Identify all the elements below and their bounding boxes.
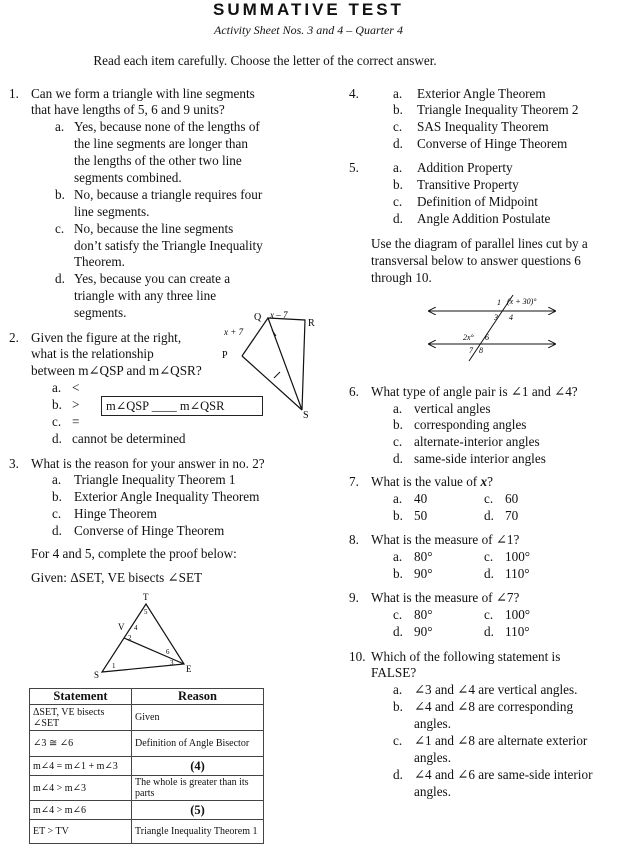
reason-blank-4: (4) bbox=[132, 757, 264, 776]
option-text[interactable]: Hinge Theorem bbox=[74, 506, 157, 521]
question-number: 9. bbox=[349, 590, 359, 605]
angle-label-3: 3 bbox=[494, 313, 498, 322]
question-text-line: Can we form a triangle with line segments bbox=[31, 86, 255, 101]
question-number: 6. bbox=[349, 384, 359, 399]
option-letter[interactable]: d. bbox=[484, 624, 494, 639]
option-text[interactable]: 100° bbox=[505, 607, 531, 622]
vertex-label-p: P bbox=[222, 350, 228, 361]
option-text[interactable]: corresponding angles bbox=[414, 417, 527, 432]
option-line[interactable]: angles. bbox=[414, 784, 451, 799]
option-letter[interactable]: d. bbox=[393, 767, 403, 782]
option-letter[interactable]: c. bbox=[55, 221, 65, 236]
option-text[interactable]: Angle Addition Postulate bbox=[417, 211, 551, 226]
option-line[interactable]: don’t satisfy the Triangle Inequality bbox=[74, 238, 263, 253]
comparison-box: m∠QSP ____ m∠QSR bbox=[101, 396, 263, 416]
option-text[interactable]: Transitive Property bbox=[417, 177, 519, 192]
question-number: 7. bbox=[349, 474, 359, 489]
question-text-line: that have lengths of 5, 6 and 9 units? bbox=[31, 102, 225, 117]
option-letter[interactable]: d. bbox=[393, 451, 403, 466]
question-number: 5. bbox=[349, 160, 359, 175]
triangle-figure-set bbox=[88, 588, 208, 680]
option-text[interactable]: < bbox=[72, 380, 80, 395]
angle-label-1: 1 bbox=[112, 662, 116, 670]
option-letter[interactable]: a. bbox=[393, 682, 403, 697]
option-text[interactable]: cannot be determined bbox=[72, 431, 186, 446]
instruction-line: transversal below to answer questions 6 bbox=[371, 253, 581, 268]
option-letter[interactable]: c. bbox=[393, 733, 403, 748]
option-text[interactable]: > bbox=[72, 397, 80, 412]
option-line[interactable]: ∠4 and ∠6 are same-side interior bbox=[414, 767, 593, 782]
option-letter[interactable]: a. bbox=[393, 491, 403, 506]
option-text[interactable]: same-side interior angles bbox=[414, 451, 546, 466]
question-number: 2. bbox=[9, 330, 19, 345]
option-letter[interactable]: d. bbox=[52, 431, 62, 446]
option-letter[interactable]: b. bbox=[393, 566, 403, 581]
option-letter[interactable]: c. bbox=[52, 414, 62, 429]
vertex-label-r: R bbox=[308, 318, 315, 329]
reason-cell: Triangle Inequality Theorem 1 bbox=[132, 820, 264, 844]
reason-cell: Given bbox=[132, 705, 264, 731]
table-row bbox=[30, 757, 264, 776]
option-text[interactable]: 70 bbox=[505, 508, 519, 523]
option-letter[interactable]: b. bbox=[393, 102, 403, 117]
question-number: 3. bbox=[9, 456, 19, 471]
column-header: Statement bbox=[30, 689, 132, 705]
reason-blank-5: (5) bbox=[132, 801, 264, 820]
option-line[interactable]: Yes, because you can create a bbox=[74, 271, 231, 286]
angle-label-2x: 2x° bbox=[463, 333, 474, 342]
option-letter[interactable]: d. bbox=[393, 624, 403, 639]
table-row bbox=[30, 820, 264, 844]
question-number: 10. bbox=[349, 649, 366, 664]
test-title: SUMMATIVE TEST bbox=[213, 0, 404, 19]
option-letter[interactable]: b. bbox=[393, 417, 403, 432]
question-text: What is the reason for your answer in no. 2? bbox=[31, 456, 265, 471]
angle-label-4: 4 bbox=[134, 624, 138, 632]
angle-label-3: 3 bbox=[170, 659, 174, 667]
triangle-figure-qrs bbox=[200, 308, 335, 423]
question-text: What is the measure of ∠7? bbox=[371, 590, 520, 605]
question-number: 4. bbox=[349, 86, 359, 101]
option-letter[interactable]: c. bbox=[393, 119, 403, 134]
instruction-line: Use the diagram of parallel lines cut by a bbox=[371, 236, 588, 251]
statement-cell: m∠4 > m∠6 bbox=[30, 801, 132, 820]
option-line[interactable]: segments combined. bbox=[74, 170, 182, 185]
option-letter[interactable]: d. bbox=[393, 136, 403, 151]
statement-cell: m∠4 = m∠1 + m∠3 bbox=[30, 757, 132, 776]
option-text[interactable]: 90° bbox=[414, 624, 433, 639]
option-text[interactable]: 110° bbox=[505, 566, 530, 581]
proof-intro: For 4 and 5, complete the proof below: bbox=[31, 546, 237, 561]
option-letter[interactable]: a. bbox=[393, 86, 403, 101]
option-letter[interactable]: d. bbox=[55, 271, 65, 286]
table-row bbox=[30, 705, 264, 731]
option-line[interactable]: ∠3 and ∠4 are vertical angles. bbox=[414, 682, 578, 697]
question-text: What type of angle pair is ∠1 and ∠4? bbox=[371, 384, 578, 399]
option-letter[interactable]: b. bbox=[393, 508, 403, 523]
side-label-top: x – 7 bbox=[270, 310, 288, 320]
question-number: 8. bbox=[349, 532, 359, 547]
option-line[interactable]: angles. bbox=[414, 716, 451, 731]
option-text[interactable]: Definition of Midpoint bbox=[417, 194, 538, 209]
option-text[interactable]: = bbox=[72, 414, 80, 429]
option-letter[interactable]: b. bbox=[393, 699, 403, 714]
option-line[interactable]: No, because a triangle requires four bbox=[74, 187, 263, 202]
option-letter[interactable]: a. bbox=[52, 472, 62, 487]
option-line[interactable]: No, because the line segments bbox=[74, 221, 234, 236]
instruction-line: through 10. bbox=[371, 270, 432, 285]
option-letter[interactable]: b. bbox=[55, 187, 65, 202]
option-text[interactable]: Exterior Angle Theorem bbox=[417, 86, 546, 101]
question-text-line: FALSE? bbox=[371, 665, 417, 680]
question-text: What is the value of x? bbox=[371, 474, 493, 489]
option-text[interactable]: Converse of Hinge Theorem bbox=[74, 523, 225, 538]
option-line[interactable]: line segments. bbox=[74, 204, 150, 219]
option-text[interactable]: 40 bbox=[414, 491, 428, 506]
option-text[interactable]: Triangle Inequality Theorem 2 bbox=[417, 102, 579, 117]
parallel-lines-figure bbox=[425, 293, 560, 363]
option-line[interactable]: triangle with any three line bbox=[74, 288, 217, 303]
option-line[interactable]: Yes, because none of the lengths of bbox=[74, 119, 260, 134]
option-text[interactable]: 80° bbox=[414, 549, 433, 564]
vertex-label-e: E bbox=[186, 664, 192, 674]
option-letter[interactable]: b. bbox=[52, 489, 62, 504]
vertex-label-s: S bbox=[94, 670, 100, 680]
option-letter[interactable]: b. bbox=[393, 177, 403, 192]
option-line[interactable]: angles. bbox=[414, 750, 451, 765]
angle-label-8: 8 bbox=[479, 346, 483, 355]
option-text[interactable]: 60 bbox=[505, 491, 519, 506]
option-line[interactable]: the line segments are longer than bbox=[74, 136, 248, 151]
option-letter[interactable]: d. bbox=[52, 523, 62, 538]
side-label-left: x + 7 bbox=[224, 327, 244, 337]
option-letter[interactable]: c. bbox=[393, 194, 403, 209]
option-letter[interactable]: d. bbox=[484, 566, 494, 581]
option-letter[interactable]: a. bbox=[393, 401, 403, 416]
option-letter[interactable]: b. bbox=[52, 397, 62, 412]
option-letter[interactable]: c. bbox=[393, 607, 403, 622]
vertex-label-s: S bbox=[303, 410, 309, 421]
option-text[interactable]: Exterior Angle Inequality Theorem bbox=[74, 489, 260, 504]
option-letter[interactable]: a. bbox=[55, 119, 65, 134]
option-letter[interactable]: c. bbox=[484, 607, 494, 622]
option-letter[interactable]: d. bbox=[393, 211, 403, 226]
option-letter[interactable]: c. bbox=[484, 549, 494, 564]
question-text: What is the measure of ∠1? bbox=[371, 532, 520, 547]
option-text[interactable]: alternate-interior angles bbox=[414, 434, 540, 449]
vertex-label-v: V bbox=[118, 622, 125, 632]
question-text-line: Given the figure at the right, bbox=[31, 330, 182, 345]
option-letter[interactable]: c. bbox=[393, 434, 403, 449]
question-text-line: Which of the following statement is bbox=[371, 649, 561, 664]
option-text[interactable]: Addition Property bbox=[417, 160, 513, 175]
statement-cell: m∠4 > m∠3 bbox=[30, 776, 132, 801]
option-text[interactable]: Converse of Hinge Theorem bbox=[417, 136, 568, 151]
proof-given: Given: ΔSET, VE bisects ∠SET bbox=[31, 570, 203, 585]
reason-cell: Definition of Angle Bisector bbox=[132, 731, 264, 757]
option-line[interactable]: ∠1 and ∠8 are alternate exterior bbox=[414, 733, 588, 748]
statement-cell: ∠3 ≅ ∠6 bbox=[30, 731, 132, 757]
reason-cell: The whole is greater than its parts bbox=[132, 776, 264, 801]
proof-table bbox=[29, 688, 264, 844]
option-letter[interactable]: c. bbox=[52, 506, 62, 521]
vertex-label-q: Q bbox=[254, 312, 262, 323]
column-header: Reason bbox=[132, 689, 264, 705]
option-line[interactable]: Theorem. bbox=[74, 254, 125, 269]
angle-label-6: 6 bbox=[166, 648, 170, 656]
option-text[interactable]: 110° bbox=[505, 624, 530, 639]
table-row bbox=[30, 801, 264, 820]
option-line[interactable]: ∠4 and ∠8 are corresponding bbox=[414, 699, 574, 714]
question-text-line: what is the relationship bbox=[31, 346, 154, 361]
table-row bbox=[30, 776, 264, 801]
option-letter[interactable]: a. bbox=[393, 160, 403, 175]
question-text-line: between m∠QSP and m∠QSR? bbox=[31, 363, 202, 378]
test-subtitle: Activity Sheet Nos. 3 and 4 – Quarter 4 bbox=[214, 23, 403, 37]
option-letter[interactable]: d. bbox=[484, 508, 494, 523]
vertex-label-t: T bbox=[143, 592, 149, 602]
option-letter[interactable]: c. bbox=[484, 491, 494, 506]
statement-cell: ΔSET, VE bisects ∠SET bbox=[30, 705, 132, 731]
statement-cell: ET > TV bbox=[30, 820, 132, 844]
angle-label-6: 6 bbox=[485, 333, 489, 342]
option-text[interactable]: Triangle Inequality Theorem 1 bbox=[74, 472, 236, 487]
option-text[interactable]: 90° bbox=[414, 566, 433, 581]
angle-label-1: 1 bbox=[497, 298, 501, 307]
angle-expression: (x + 30)° bbox=[507, 297, 537, 306]
angle-label-7: 7 bbox=[469, 346, 473, 355]
option-text[interactable]: SAS Inequality Theorem bbox=[417, 119, 549, 134]
angle-label-5: 5 bbox=[144, 608, 148, 616]
question-number: 1. bbox=[9, 86, 19, 101]
option-text[interactable]: 80° bbox=[414, 607, 433, 622]
option-text[interactable]: 100° bbox=[505, 549, 531, 564]
option-text[interactable]: vertical angles bbox=[414, 401, 491, 416]
angle-label-2: 2 bbox=[128, 634, 132, 642]
option-letter[interactable]: a. bbox=[52, 380, 62, 395]
option-line[interactable]: segments. bbox=[74, 305, 127, 320]
table-row bbox=[30, 731, 264, 757]
option-letter[interactable]: a. bbox=[393, 549, 403, 564]
angle-label-4: 4 bbox=[509, 313, 513, 322]
option-text[interactable]: 50 bbox=[414, 508, 428, 523]
option-line[interactable]: the lengths of the other two line bbox=[74, 153, 242, 168]
instructions: Read each item carefully. Choose the letter of the correct answer. bbox=[93, 53, 437, 68]
